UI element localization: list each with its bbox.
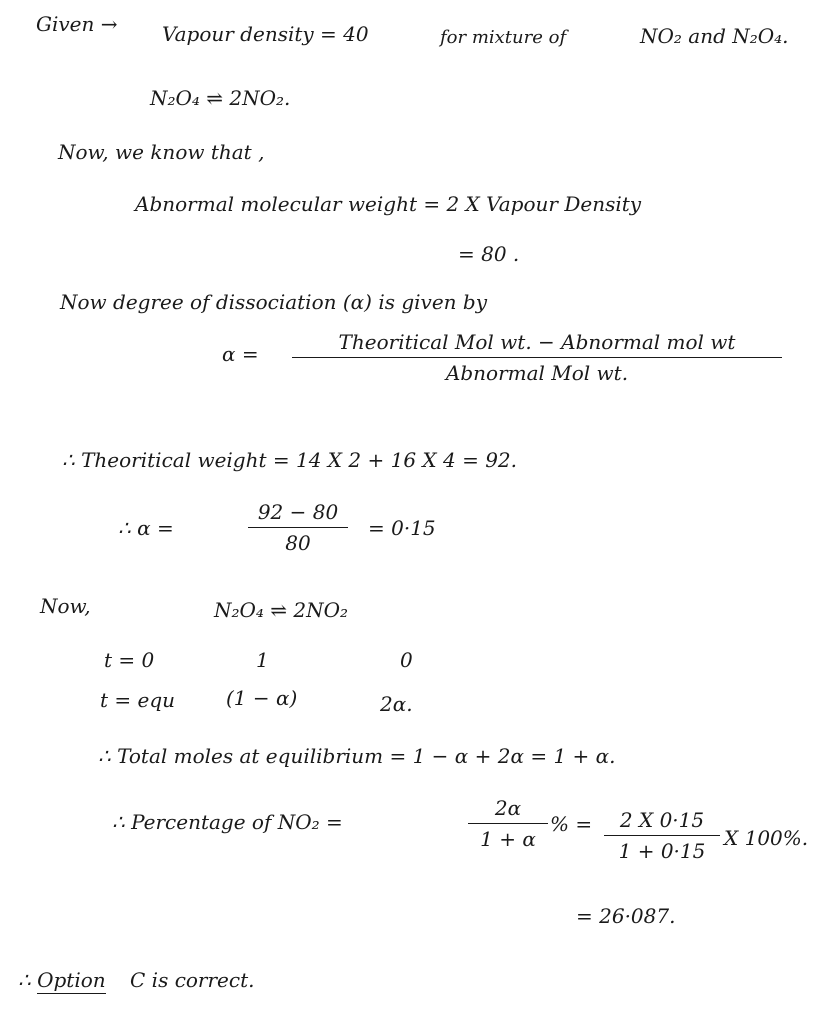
conclusion [18, 968, 255, 992]
fraction-bar [292, 357, 782, 358]
alpha-calc-numerator: 92 − 80 [257, 500, 339, 524]
t0-n2o4-value: 1 [256, 648, 269, 672]
therefore-symbol: ∴ [18, 968, 31, 992]
alpha-calc-lhs: ∴ α = [118, 516, 174, 540]
alpha-formula-numerator: Theoritical Mol wt. − Abnormal mol wt [338, 330, 736, 354]
abnormal-mw-equation: Abnormal molecular weight = 2 X Vapour Density [135, 192, 642, 216]
percentage-fraction-2 [604, 808, 720, 863]
vapour-density-statement: Vapour density = 40 [162, 22, 369, 46]
fraction-bar [604, 835, 720, 836]
percentage-fraction-1 [468, 796, 548, 851]
percentage-multiplier: X 100%. [724, 826, 809, 850]
fraction-bar [468, 823, 548, 824]
mixture-components: NO₂ and N₂O₄. [640, 24, 789, 48]
alpha-calc-denominator: 80 [285, 531, 311, 555]
percentage-numerator-1: 2α [494, 796, 522, 820]
conclusion-rest: C is correct. [130, 968, 255, 992]
now-label: Now, [40, 594, 91, 618]
alpha-formula-denominator: Abnormal Mol wt. [445, 361, 629, 385]
alpha-formula-lhs: α = [222, 342, 259, 366]
teq-no2-value: 2α. [380, 692, 413, 716]
percentage-equals: % = [550, 812, 593, 836]
percentage-denominator-2: 1 + 0·15 [618, 839, 706, 863]
percentage-label: ∴ Percentage of NO₂ = [112, 810, 343, 834]
t0-no2-value: 0 [400, 648, 413, 672]
fraction-bar [248, 527, 348, 528]
alpha-formula-fraction [292, 330, 782, 385]
alpha-calc-fraction [248, 500, 348, 555]
teq-n2o4-value: (1 − α) [226, 686, 298, 710]
percentage-numerator-2: 2 X 0·15 [619, 808, 705, 832]
abnormal-mw-value: = 80 . [458, 242, 520, 266]
total-moles-line: ∴ Total moles at equilibrium = 1 − α + 2α = 1 + α. [98, 744, 616, 768]
for-mixture-text: for mixture of [440, 27, 567, 48]
option-word: Option [37, 968, 106, 992]
know-that-text: Now, we know that , [58, 140, 265, 164]
dissociation-reaction: N₂O₄ ⇌ 2NO₂. [150, 86, 291, 110]
alpha-calc-result: = 0·15 [368, 516, 436, 540]
theoretical-weight-line: ∴ Theoritical weight = 14 X 2 + 16 X 4 = 92. [62, 448, 517, 472]
teq-label: t = equ [100, 688, 176, 712]
percentage-denominator-1: 1 + α [480, 827, 536, 851]
degree-intro-text: Now degree of dissociation (α) is given by [60, 290, 488, 314]
given-label: Given → [36, 12, 118, 36]
final-result: = 26·087. [576, 904, 676, 928]
t0-label: t = 0 [104, 648, 155, 672]
equilibrium-reaction: N₂O₄ ⇌ 2NO₂ [214, 598, 349, 622]
